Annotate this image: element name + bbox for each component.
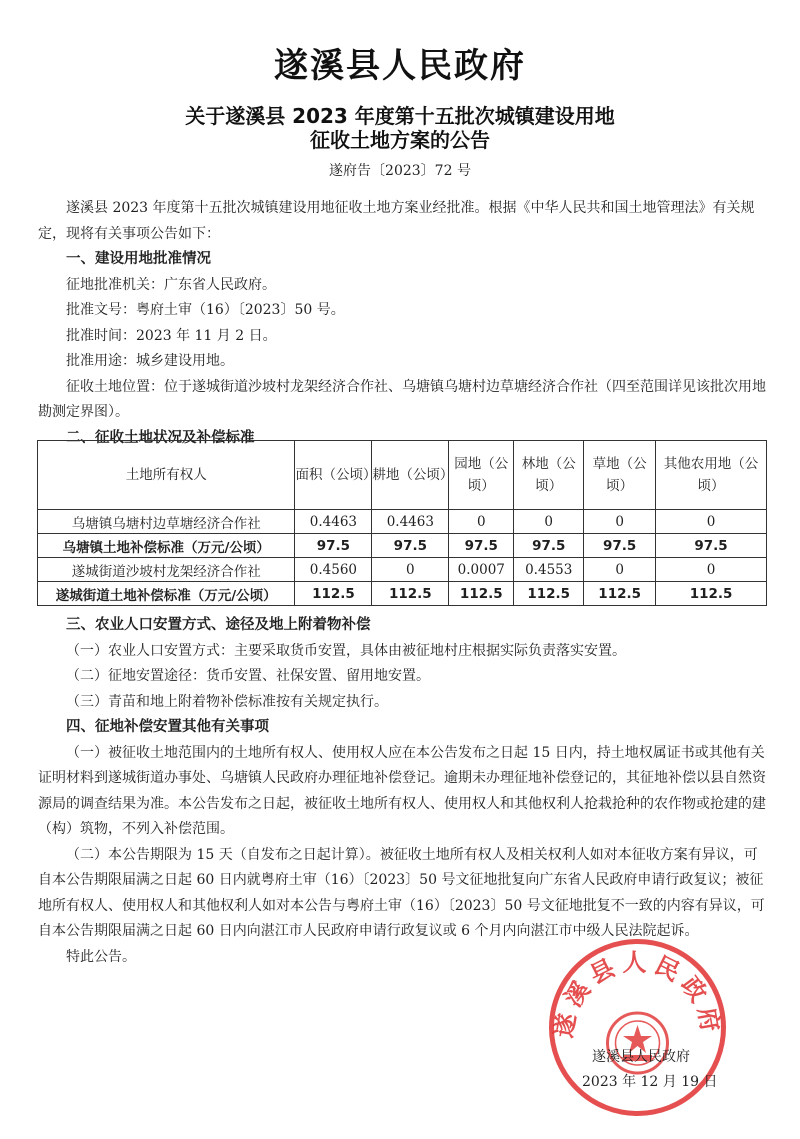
cell-other: 0 [656, 558, 767, 582]
section-2-heading: 二、征收土地状况及补偿标准 [66, 429, 255, 446]
closing-remark: 特此公告。 [66, 948, 136, 965]
cell-forest: 0.4553 [514, 558, 584, 582]
cell-farmland: 97.5 [372, 534, 449, 558]
cell-forest: 112.5 [514, 582, 584, 606]
cell-owner: 乌塘镇土地补偿标准（万元/公顷） [38, 534, 295, 558]
section-3-item-2: （二）征地安置途径：货币安置、社保安置、留用地安置。 [66, 668, 430, 684]
cell-grass: 112.5 [584, 582, 656, 606]
intro-paragraph: 遂溪县 2023 年度第十五批次城镇建设用地征收土地方案业经批准。根据《中华人民共和国土地管理法》有关规定，现将有关事项公告如下： [38, 200, 755, 242]
cell-area: 112.5 [295, 582, 372, 606]
cell-farmland: 0.4463 [372, 510, 449, 534]
cell-garden: 0 [449, 510, 514, 534]
cell-area: 0.4463 [295, 510, 372, 534]
cell-owner: 乌塘镇乌塘村边草塘经济合作社 [38, 510, 295, 534]
approval-document: 批准文号：粤府土审（16）〔2023〕50 号。 [66, 302, 345, 318]
table-row [38, 558, 767, 582]
government-title: 遂溪县人民政府 [274, 46, 526, 86]
table-row [38, 582, 767, 606]
cell-grass: 97.5 [584, 534, 656, 558]
cell-area: 97.5 [295, 534, 372, 558]
section-4-paragraph-2: （二）本公告期限为 15 天（自发布之日起计算）。被征收土地所有权人及相关权利人如对本征收方案有异议，可自本公告期限届满之日起 60 日内就粤府土审（16）〔2023〕50 号文征地批复向广东省人民政府申请行政复议；被征地所有权人、使用权人和其他权利人如对本公告与粤府土审（16）〔2023〕50 号文征地批复不一致的内容有异议，可自本公告期限届满之日起 60 日内向湛江市人民政府申请行政复议或 6 个月内向湛江市中级人民法院起诉。 [38, 846, 765, 939]
official-seal [545, 935, 730, 1120]
header-area: 面积（公顷） [295, 441, 372, 510]
notice-title-line-1: 关于遂溪县 2023 年度第十五批次城镇建设用地 [185, 104, 615, 128]
section-4-paragraph-1: （一）被征收土地范围内的土地所有权人、使用权人应在本公告发布之日起 15 日内，持土地权属证书或其他有关证明材料到遂城街道办事处、乌塘镇人民政府办理征地补偿登记。逾期未办理征地补偿登记的，其征地补偿以县自然资源局的调查结果为准。本公告发布之日起，被征收土地所有权人、使用权人和其他权利人抢栽抢种的农作物或抢建的建（构）筑物，不列入补偿范围。 [38, 744, 766, 837]
svg-text:遂溪县人民政府: 遂溪县人民政府 [549, 948, 726, 1040]
approval-date: 批准时间：2023 年 11 月 2 日。 [66, 327, 277, 344]
table-row [38, 534, 767, 558]
header-grass: 草地（公顷） [584, 441, 656, 510]
notice-title-line-2: 征收土地方案的公告 [310, 128, 490, 152]
body-top [38, 196, 768, 451]
section-3-item-1: （一）农业人口安置方式：主要采取货币安置，具体由被征地村庄根据实际负责落实安置。 [66, 642, 626, 659]
cell-grass: 0 [584, 510, 656, 534]
notice-title [0, 104, 800, 152]
section-3-item-3: （三）青苗和地上附着物补偿标准按有关规定执行。 [66, 693, 388, 710]
cell-forest: 97.5 [514, 534, 584, 558]
section-1-heading: 一、建设用地批准情况 [66, 251, 211, 267]
land-compensation-table [37, 440, 767, 606]
document-number: 遂府告〔2023〕72 号 [329, 163, 471, 179]
cell-grass: 0 [584, 558, 656, 582]
cell-other: 97.5 [656, 534, 767, 558]
section-4-heading: 四、征地补偿安置其他有关事项 [66, 719, 269, 735]
cell-forest: 0 [514, 510, 584, 534]
cell-garden: 112.5 [449, 582, 514, 606]
header-other: 其他农用地（公顷） [656, 441, 767, 510]
table-header-row [38, 441, 767, 510]
cell-farmland: 112.5 [372, 582, 449, 606]
header-owner: 土地所有权人 [38, 441, 295, 510]
approval-authority: 征地批准机关：广东省人民政府。 [66, 276, 276, 293]
signature-name: 遂溪县人民政府 [592, 1049, 690, 1065]
cell-garden: 97.5 [449, 534, 514, 558]
header-garden: 园地（公顷） [449, 441, 514, 510]
cell-farmland: 0 [372, 558, 449, 582]
section-3-heading: 三、农业人口安置方式、途径及地上附着物补偿 [66, 617, 371, 633]
land-location: 征收土地位置：位于遂城街道沙坡村龙架经济合作社、乌塘镇乌塘村边草塘经济合作社（四至范围详见该批次用地勘测定界图）。 [38, 378, 766, 420]
table-row [38, 510, 767, 534]
header-forest: 林地（公顷） [514, 441, 584, 510]
cell-area: 0.4560 [295, 558, 372, 582]
cell-owner: 遂城街道土地补偿标准（万元/公顷） [38, 582, 295, 606]
header-farmland: 耕地（公顷） [372, 441, 449, 510]
body-bottom [38, 613, 768, 970]
cell-other: 0 [656, 510, 767, 534]
cell-garden: 0.0007 [449, 558, 514, 582]
approval-purpose: 批准用途：城乡建设用地。 [66, 353, 234, 369]
cell-owner: 遂城街道沙坡村龙架经济合作社 [38, 558, 295, 582]
signature-date: 2023 年 12 月 19 日 [582, 1074, 718, 1090]
cell-other: 112.5 [656, 582, 767, 606]
